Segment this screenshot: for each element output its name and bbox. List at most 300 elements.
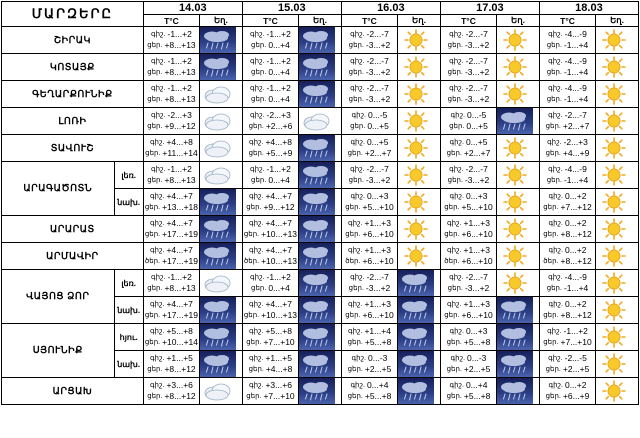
weather-icon-cell-7-2	[398, 216, 441, 243]
region-name-արարատ: ԱՐԱՐԱՏ	[2, 216, 144, 243]
cloud-icon	[200, 136, 236, 160]
weather-icon-cell-12-1	[299, 351, 342, 378]
label-day-9-0: ցեր.	[147, 285, 163, 292]
weather-icon-cell-4-2	[398, 135, 441, 162]
temp-day-4-1: +5...+9	[265, 148, 293, 158]
cloud-icon	[200, 82, 236, 106]
region-name-տավուշ: ՏԱՎՈՒՇ	[2, 135, 144, 162]
label-night-13-4: գիշ.	[548, 382, 563, 389]
temp-night-12-2: 0...-3	[368, 353, 388, 363]
label-night-12-3: գիշ.	[450, 355, 466, 362]
label-day-3-3: ցեր.	[449, 123, 465, 130]
temp-cell-1-2	[341, 54, 397, 81]
rain-night-icon	[497, 297, 533, 323]
temp-day-5-3: -3...+2	[464, 175, 490, 185]
label-night-1-2: գիշ.	[350, 58, 365, 65]
temp-night-2-4: -4...-9	[564, 83, 587, 93]
temp-day-6-4: +7...+12	[560, 202, 592, 212]
label-night-13-3: գիշ.	[449, 382, 464, 389]
temp-night-6-0: +4...+7	[166, 191, 193, 201]
temp-day-9-1: 0...+4	[268, 283, 290, 293]
temp-cell-7-2	[341, 216, 397, 243]
sun-icon	[596, 82, 632, 106]
table-row	[2, 324, 639, 351]
label-day-11-4: ցեր.	[543, 339, 559, 346]
weather-icon-cell-3-3	[497, 108, 540, 135]
temp-day-6-2: +5...+10	[362, 202, 394, 212]
temp-night-11-1: +5...+8	[265, 326, 292, 336]
temp-cell-9-1	[242, 270, 298, 297]
temp-cell-10-3	[440, 297, 496, 324]
label-day-8-3: ծեր.	[444, 258, 460, 265]
temp-day-13-2: +5...+8	[364, 391, 392, 401]
sun-icon	[497, 55, 533, 79]
temp-day-5-1: 0...+4	[268, 175, 290, 185]
temp-night-11-2: +1...+4	[364, 326, 391, 336]
weather-forecast-table	[1, 1, 639, 405]
label-night-1-3: գիշ.	[449, 58, 464, 65]
label-night-1-4: գիշ.	[548, 58, 563, 65]
temp-cell-2-2	[341, 81, 397, 108]
sun-icon	[398, 82, 434, 106]
temp-cell-11-2	[341, 324, 397, 351]
temp-day-6-3: +5...+10	[461, 202, 493, 212]
temp-cell-11-4	[539, 324, 595, 351]
temp-night-0-2: -2...-7	[366, 29, 389, 39]
sun-icon	[398, 28, 434, 52]
label-night-10-4: գիշ.	[548, 301, 563, 308]
weather-icon-cell-10-1	[299, 297, 342, 324]
temp-cell-1-4	[539, 54, 595, 81]
temp-day-12-1: +4...+8	[265, 364, 293, 374]
rain-night-icon	[200, 216, 236, 242]
label-day-3-1: ցեր.	[248, 123, 264, 130]
label-day-2-0: ցեր.	[147, 96, 163, 103]
label-day-8-2: ծեր.	[345, 258, 361, 265]
temp-night-4-0: +4...+8	[166, 137, 193, 147]
temp-cell-8-3	[440, 243, 496, 270]
label-day-3-0: ցեր.	[147, 123, 163, 130]
temp-cell-7-0	[143, 216, 199, 243]
weather-icon-cell-6-3	[497, 189, 540, 216]
temp-night-8-3: +1...+3	[463, 245, 490, 255]
temp-cell-11-0	[143, 324, 199, 351]
label-day-1-3: ցեր.	[447, 69, 463, 76]
weather-icon-cell-0-0	[200, 27, 243, 54]
label-night-9-3: գիշ.	[449, 274, 464, 281]
label-night-2-0: գիշ.	[151, 85, 166, 92]
label-night-11-0: գիշ.	[149, 328, 165, 335]
label-day-13-3: ցեր.	[446, 393, 462, 400]
temp-cell-2-0	[143, 81, 199, 108]
label-day-9-1: ցեր.	[251, 285, 267, 292]
weather-icon-cell-13-4	[596, 378, 639, 405]
header-weather-3: Եղ.	[497, 15, 540, 27]
label-night-5-4: գիշ.	[548, 166, 563, 173]
temp-night-8-1: +4...+7	[265, 245, 292, 255]
label-night-6-3: գիշ.	[449, 193, 464, 200]
label-night-6-1: գիշ.	[248, 193, 264, 200]
label-day-4-3: ցեր.	[446, 150, 462, 157]
table-row	[2, 270, 639, 297]
sun-icon	[497, 163, 533, 187]
sun-icon	[596, 271, 632, 295]
rain-night-icon	[200, 27, 236, 53]
rain-night-icon	[299, 189, 335, 215]
temp-cell-10-0	[143, 297, 199, 324]
label-day-8-0: ծեր.	[144, 258, 161, 265]
temp-night-7-0: +4...+7	[166, 218, 193, 228]
label-night-6-4: գիշ.	[548, 193, 563, 200]
label-day-0-0: ցեր.	[147, 42, 163, 49]
label-night-2-4: գիշ.	[548, 85, 563, 92]
rain-night-icon	[497, 324, 533, 350]
temp-day-12-0: +8...+12	[164, 364, 196, 374]
label-day-13-4: ցեր.	[545, 393, 561, 400]
rain-night-icon	[200, 297, 236, 323]
temp-cell-10-1	[242, 297, 298, 324]
label-day-4-0: ցեր.	[145, 150, 161, 157]
temp-cell-2-1	[242, 81, 298, 108]
label-night-5-2: գիշ.	[350, 166, 365, 173]
temp-night-5-4: -4...-9	[564, 164, 587, 174]
temp-night-6-4: 0...+2	[564, 191, 587, 201]
weather-icon-cell-6-2	[398, 189, 441, 216]
header-region: ՄԱՐԶԵՐԸ	[2, 2, 144, 27]
temp-night-1-1: -1...+2	[266, 56, 291, 66]
sun-icon	[596, 55, 632, 79]
temp-cell-0-2	[341, 27, 397, 54]
label-day-3-4: ցեր.	[545, 123, 561, 130]
temp-night-12-1: +1...+5	[265, 353, 292, 363]
temp-cell-0-3	[440, 27, 496, 54]
label-day-11-1: ցեր.	[246, 339, 262, 346]
weather-icon-cell-1-0	[200, 54, 243, 81]
temp-night-3-0: -2...+3	[167, 110, 192, 120]
temp-night-3-4: -2...-7	[564, 110, 587, 120]
weather-icon-cell-3-1	[299, 108, 342, 135]
label-night-8-0: գիշ.	[149, 247, 165, 254]
label-day-6-0: ցեր.	[144, 204, 161, 211]
sun-icon	[596, 298, 632, 322]
rain-night-icon	[497, 108, 533, 134]
weather-icon-cell-4-0	[200, 135, 243, 162]
temp-cell-11-3	[440, 324, 496, 351]
temp-night-10-4: 0...+2	[564, 299, 587, 309]
region-name-արմավիր: ԱՐՄԱՎԻՐ	[2, 243, 144, 270]
sun-icon	[596, 217, 632, 241]
temp-cell-1-3	[440, 54, 496, 81]
header-weather-4: Եղ.	[596, 15, 639, 27]
weather-icon-cell-0-2	[398, 27, 441, 54]
temp-night-13-4: 0...+2	[564, 380, 587, 390]
temp-cell-3-4	[539, 108, 595, 135]
temp-day-11-1: +7...+10	[263, 337, 295, 347]
label-day-5-4: ցեր.	[546, 177, 562, 184]
temp-day-3-3: 0...+5	[466, 121, 488, 131]
temp-cell-7-3	[440, 216, 496, 243]
temp-night-6-1: +4...+7	[265, 191, 292, 201]
weather-icon-cell-4-3	[497, 135, 540, 162]
label-day-10-4: ցեր.	[543, 312, 559, 319]
temp-cell-4-4	[539, 135, 595, 162]
region-name-արցախ: ԱՐՑԱԽ	[2, 378, 144, 405]
temp-day-6-0: +13...+18	[162, 202, 199, 212]
temp-cell-5-4	[539, 162, 595, 189]
weather-icon-cell-5-1	[299, 162, 342, 189]
temp-cell-12-4	[539, 351, 595, 378]
temp-day-0-2: -3...+2	[365, 40, 391, 50]
sun-icon	[398, 163, 434, 187]
label-day-11-0: ցեր.	[144, 339, 161, 346]
weather-icon-cell-8-4	[596, 243, 639, 270]
region-sub-սյունիք-12: նախ.	[114, 351, 143, 378]
rain-night-icon	[299, 216, 335, 242]
temp-night-7-3: +1...+3	[463, 218, 490, 228]
temp-night-12-3: 0...-3	[467, 353, 487, 363]
temp-night-9-2: -2...-7	[366, 272, 389, 282]
temp-night-4-1: +4...+8	[265, 137, 292, 147]
temp-day-4-0: +11...+14	[162, 148, 198, 158]
temp-day-10-0: +17...+19	[162, 310, 199, 320]
sun-icon	[596, 190, 632, 214]
temp-day-13-1: +7...+10	[263, 391, 295, 401]
label-night-10-0: գիշ.	[149, 301, 165, 308]
header-weather-1: Եղ.	[299, 15, 342, 27]
temp-day-1-3: -3...+2	[464, 67, 490, 77]
temp-cell-2-4	[539, 81, 595, 108]
temp-night-8-4: 0...+2	[564, 245, 587, 255]
region-name-արագածոտն: ԱՐԱԳԱԾՈՏՆ	[2, 162, 115, 216]
temp-day-8-1: +10...+13	[261, 256, 297, 266]
weather-icon-cell-10-3	[497, 297, 540, 324]
temp-day-7-1: +10...+13	[261, 229, 298, 239]
temp-cell-4-3	[440, 135, 496, 162]
weather-icon-cell-5-3	[497, 162, 540, 189]
label-night-9-1: գիշ.	[250, 274, 265, 281]
label-night-3-0: գիշ.	[151, 112, 166, 119]
label-night-11-2: գիշ.	[347, 328, 363, 335]
label-night-0-3: գիշ.	[449, 31, 464, 38]
label-day-4-1: ցեր.	[248, 150, 264, 157]
temp-cell-3-3	[440, 108, 496, 135]
weather-icon-cell-3-2	[398, 108, 441, 135]
temp-night-5-1: -1...+2	[266, 164, 291, 174]
label-day-12-2: ցեր.	[347, 366, 363, 373]
temp-night-10-0: +4...+7	[166, 299, 193, 309]
weather-icon-cell-6-4	[596, 189, 639, 216]
rain-night-icon	[200, 189, 236, 215]
label-day-13-1: ցեր.	[246, 393, 262, 400]
label-night-9-4: գիշ.	[548, 274, 563, 281]
label-night-3-3: գիշ.	[450, 112, 466, 119]
rain-night-icon	[299, 297, 335, 323]
temp-day-9-0: +8...+13	[164, 283, 196, 293]
temp-cell-6-2	[341, 189, 397, 216]
temp-night-12-4: -2...-5	[564, 353, 587, 363]
label-day-9-4: ցեր.	[546, 285, 562, 292]
temp-night-8-2: +1...+3	[364, 245, 391, 255]
header-temp-3: T°C	[440, 15, 496, 27]
weather-icon-cell-5-2	[398, 162, 441, 189]
weather-icon-cell-9-1	[299, 270, 342, 297]
label-day-2-4: ցեր.	[546, 96, 562, 103]
temp-night-5-2: -2...-7	[366, 164, 389, 174]
temp-cell-3-0	[143, 108, 199, 135]
label-day-7-4: ցեր.	[543, 231, 559, 238]
temp-cell-1-1	[242, 54, 298, 81]
rain-night-icon	[299, 270, 335, 296]
label-day-4-4: ցեր.	[545, 150, 561, 157]
temp-cell-4-1	[242, 135, 298, 162]
temp-night-2-2: -2...-7	[366, 83, 389, 93]
temp-cell-0-1	[242, 27, 298, 54]
temp-day-0-1: 0...+4	[268, 40, 290, 50]
header-weather-0: Եղ.	[200, 15, 243, 27]
rain-night-icon	[398, 297, 434, 323]
label-day-7-3: ցեր.	[444, 231, 460, 238]
temp-cell-12-1	[242, 351, 298, 378]
sun-icon	[497, 136, 533, 160]
temp-cell-9-0	[143, 270, 199, 297]
temp-cell-9-2	[341, 270, 397, 297]
rain-night-icon	[299, 243, 335, 269]
temp-day-2-3: -3...+2	[464, 94, 490, 104]
label-night-2-1: գիշ.	[250, 85, 265, 92]
header-weather-2: Եղ.	[398, 15, 441, 27]
temp-night-2-3: -2...-7	[465, 83, 488, 93]
sun-icon	[398, 244, 434, 268]
temp-night-7-1: +4...+7	[265, 218, 292, 228]
sun-icon	[497, 190, 533, 214]
weather-icon-cell-7-1	[299, 216, 342, 243]
temp-night-12-0: +1...+5	[166, 353, 193, 363]
table-row	[2, 27, 639, 54]
temp-cell-13-1	[242, 378, 298, 405]
label-day-10-2: ցեր.	[345, 312, 361, 319]
label-day-9-2: ցեր.	[348, 285, 364, 292]
label-day-12-3: ցեր.	[446, 366, 462, 373]
table-row	[2, 108, 639, 135]
label-night-13-1: գիշ.	[248, 382, 264, 389]
temp-cell-8-4	[539, 243, 595, 270]
label-night-0-2: գիշ.	[350, 31, 365, 38]
rain-night-icon	[398, 378, 434, 404]
weather-icon-cell-8-1	[299, 243, 342, 270]
temp-night-1-2: -2...-7	[366, 56, 389, 66]
temp-cell-12-2	[341, 351, 397, 378]
label-night-13-2: գիշ.	[350, 382, 365, 389]
sun-icon	[596, 379, 632, 403]
temp-night-0-3: -2...-7	[465, 29, 488, 39]
label-night-4-4: գիշ.	[547, 139, 562, 146]
temp-day-10-1: +10...+13	[261, 310, 298, 320]
weather-icon-cell-3-4	[596, 108, 639, 135]
label-day-6-2: ցեր.	[345, 204, 361, 211]
label-day-5-1: ցեր.	[251, 177, 267, 184]
temp-night-8-0: +4...+7	[166, 245, 193, 255]
temp-cell-3-1	[242, 108, 298, 135]
label-night-7-4: գիշ.	[548, 220, 563, 227]
temp-day-12-3: +2...+5	[463, 364, 491, 374]
weather-icon-cell-10-0	[200, 297, 243, 324]
table-row	[2, 135, 639, 162]
cloud-icon	[200, 109, 236, 133]
temp-cell-6-1	[242, 189, 298, 216]
region-name-գեղարքունիք: ԳԵՂԱՐՔՈՒՆԻՔ	[2, 81, 144, 108]
temp-night-5-3: -2...-7	[465, 164, 488, 174]
weather-icon-cell-8-3	[497, 243, 540, 270]
rain-night-icon	[398, 351, 434, 377]
label-day-10-3: ցեր.	[444, 312, 460, 319]
label-day-1-1: ցեր.	[251, 69, 267, 76]
label-day-1-4: ցեր.	[546, 69, 562, 76]
temp-day-12-4: +2...+5	[562, 364, 590, 374]
temp-night-10-2: +1...+3	[364, 299, 391, 309]
temp-day-0-4: -1...+4	[563, 40, 589, 50]
sun-icon	[596, 136, 632, 160]
weather-icon-cell-1-2	[398, 54, 441, 81]
header-date-0: 14.03	[143, 2, 242, 15]
temp-cell-10-2	[341, 297, 397, 324]
temp-night-9-3: -2...-7	[465, 272, 488, 282]
weather-icon-cell-7-0	[200, 216, 243, 243]
rain-night-icon	[200, 243, 236, 269]
label-day-12-1: ցեր.	[248, 366, 264, 373]
temp-day-9-2: -3...+2	[365, 283, 391, 293]
sun-icon	[398, 217, 434, 241]
region-sub-արագածոտն-5: լեռ.	[114, 162, 143, 189]
label-day-7-1: ցեր.	[243, 231, 260, 238]
label-night-9-0: գիշ.	[151, 274, 166, 281]
temp-cell-5-3	[440, 162, 496, 189]
weather-icon-cell-3-0	[200, 108, 243, 135]
temp-day-11-0: +10...+14	[162, 337, 199, 347]
weather-icon-cell-13-0	[200, 378, 243, 405]
temp-night-11-3: 0...+3	[465, 326, 488, 336]
weather-icon-cell-11-2	[398, 324, 441, 351]
weather-icon-cell-1-4	[596, 54, 639, 81]
weather-icon-cell-2-1	[299, 81, 342, 108]
temp-night-6-3: 0...+3	[465, 191, 488, 201]
label-night-5-0: գիշ.	[151, 166, 166, 173]
label-day-5-0: ցեր.	[147, 177, 163, 184]
temp-cell-9-4	[539, 270, 595, 297]
label-day-6-4: ցեր.	[543, 204, 559, 211]
label-night-4-2: գիշ.	[350, 139, 365, 146]
label-night-11-4: գիշ.	[547, 328, 562, 335]
weather-icon-cell-2-3	[497, 81, 540, 108]
label-night-12-0: գիշ.	[149, 355, 165, 362]
sun-icon	[596, 163, 632, 187]
label-night-11-1: գիշ.	[248, 328, 264, 335]
temp-cell-4-2	[341, 135, 397, 162]
temp-night-1-3: -2...-7	[465, 56, 488, 66]
weather-icon-cell-6-0	[200, 189, 243, 216]
temp-day-10-4: +8...+12	[560, 310, 592, 320]
label-day-13-2: ցեր.	[347, 393, 363, 400]
weather-icon-cell-10-2	[398, 297, 441, 324]
sun-icon	[596, 325, 632, 349]
temp-cell-8-1	[242, 243, 298, 270]
temp-night-7-4: 0...+2	[564, 218, 587, 228]
temp-day-0-0: +8...+13	[164, 40, 196, 50]
label-night-10-1: գիշ.	[248, 301, 264, 308]
temp-day-1-4: -1...+4	[563, 67, 589, 77]
label-day-0-1: ցեր.	[251, 42, 267, 49]
weather-icon-cell-12-3	[497, 351, 540, 378]
temp-cell-3-2	[341, 108, 397, 135]
